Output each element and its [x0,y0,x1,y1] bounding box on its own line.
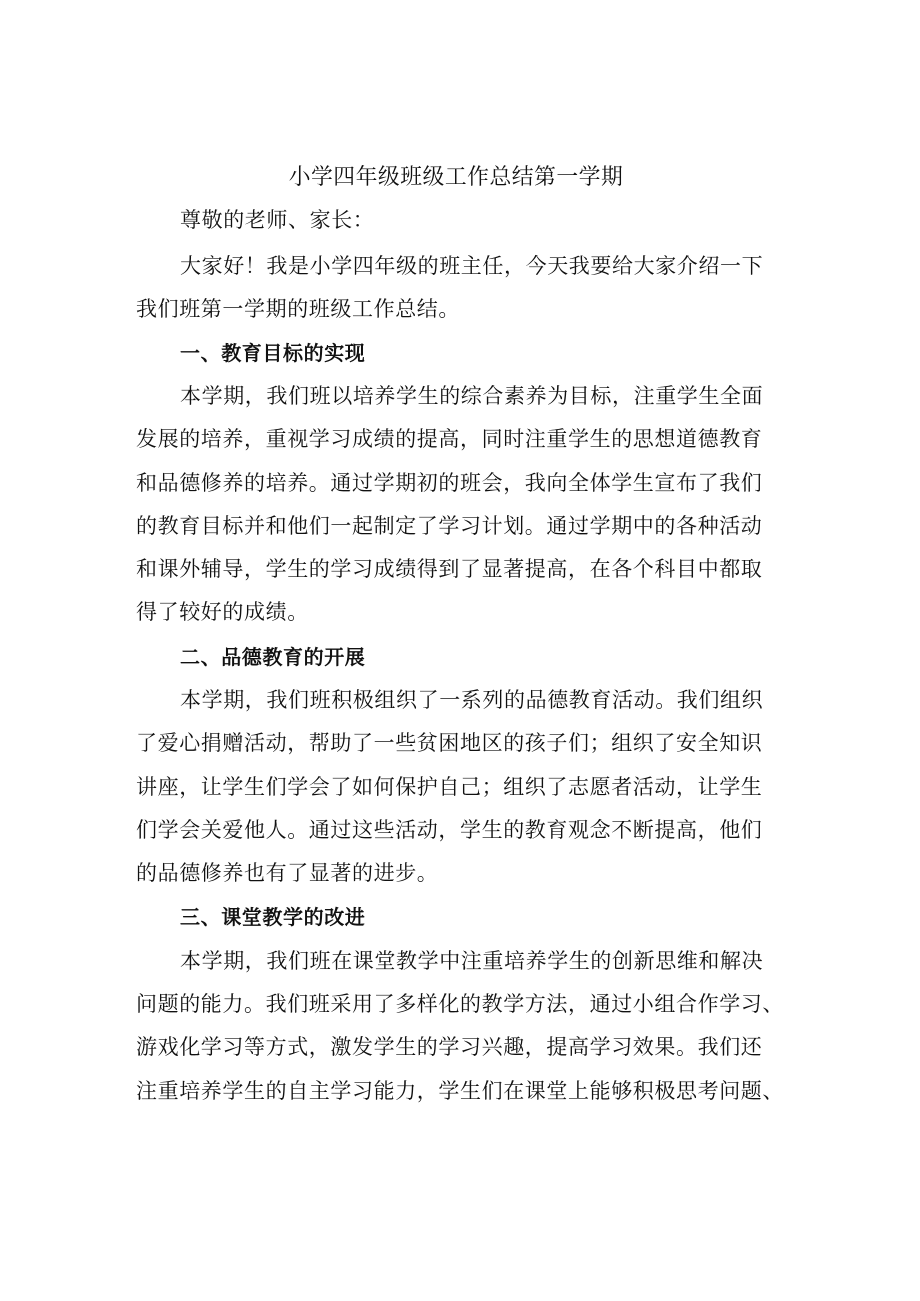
section-heading-3: 三、课堂教学的改进 [180,905,366,929]
paragraph-line: 和品德修养的培养。通过学期初的班会，我向全体学生宣布了我们 [136,471,763,495]
paragraph-line: 们学会关爱他人。通过这些活动，学生的教育观念不断提高，他们 [136,818,763,842]
paragraph-line: 发展的培养，重视学习成绩的提高，同时注重学生的思想道德教育 [136,427,763,451]
intro-line: 大家好！我是小学四年级的班主任，今天我要给大家介绍一下 [180,254,764,278]
paragraph-line: 和课外辅导，学生的学习成绩得到了显著提高，在各个科目中都取 [136,557,763,581]
paragraph-line: 注重培养学生的自主学习能力，学生们在课堂上能够积极思考问题、 [136,1079,784,1103]
document-title: 小学四年级班级工作总结第一学期 [288,165,624,190]
paragraph-line: 得了较好的成绩。 [136,600,309,624]
paragraph-line: 本学期，我们班以培养学生的综合素养为目标，注重学生全面 [180,384,764,408]
section-heading-1: 一、教育目标的实现 [180,341,366,365]
paragraph-line: 的品德修养也有了显著的进步。 [136,861,439,885]
paragraph-line: 本学期，我们班积极组织了一系列的品德教育活动。我们组织 [180,688,764,712]
section-heading-2: 二、品德教育的开展 [180,645,366,669]
greeting: 尊敬的老师、家长： [180,208,375,232]
paragraph-line: 了爱心捐赠活动，帮助了一些贫困地区的孩子们；组织了安全知识 [136,731,763,755]
intro-line: 我们班第一学期的班级工作总结。 [136,297,460,321]
paragraph-line: 游戏化学习等方式，激发学生的学习兴趣，提高学习效果。我们还 [136,1035,763,1059]
paragraph-line: 本学期，我们班在课堂教学中注重培养学生的创新思维和解决 [180,949,764,973]
paragraph-line: 的教育目标并和他们一起制定了学习计划。通过学期中的各种活动 [136,514,763,538]
paragraph-line: 讲座，让学生们学会了如何保护自己；组织了志愿者活动，让学生 [136,775,763,799]
paragraph-line: 问题的能力。我们班采用了多样化的教学方法，通过小组合作学习、 [136,992,784,1016]
